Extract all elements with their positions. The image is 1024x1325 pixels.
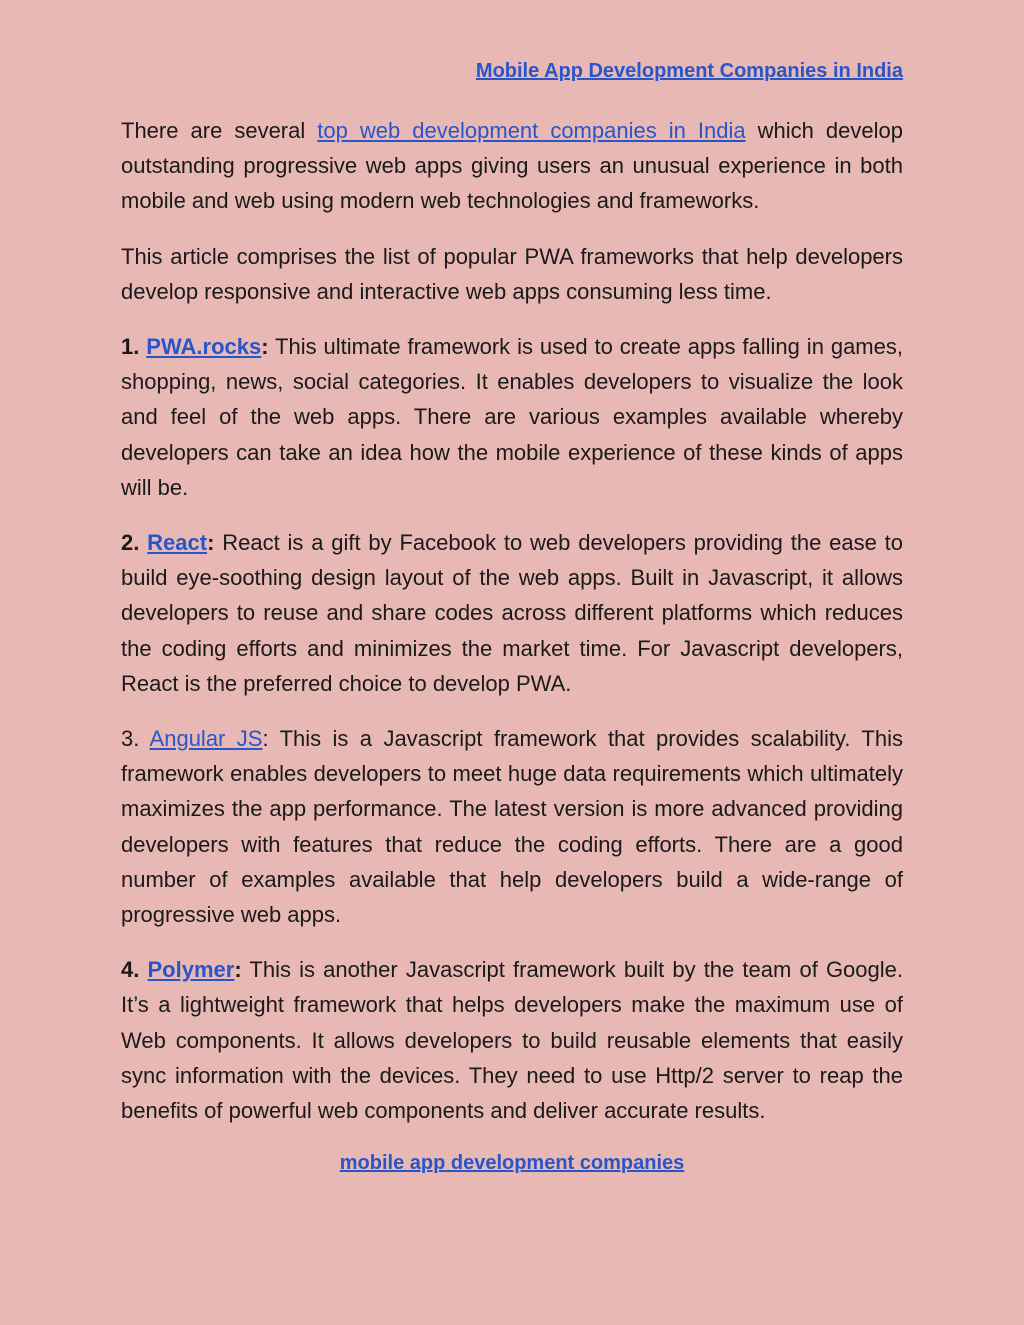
- footer-link[interactable]: mobile app development companies: [339, 1152, 685, 1175]
- item-number: 4.: [121, 957, 140, 983]
- react-link[interactable]: React: [147, 530, 208, 556]
- polymer-link[interactable]: Polymer: [147, 957, 235, 983]
- item-colon: :: [262, 726, 269, 752]
- article-summary-paragraph: This article comprises the list of popular PWA frameworks that help developers develop responsive and interactive web apps consuming less time.: [121, 243, 903, 304]
- item-colon: :: [261, 334, 269, 360]
- intro-paragraph: [121, 113, 903, 219]
- item-text: This is another Javascript framework built by the team of Google. It’s a lightweight framework that helps developers make the maximum use of Web components. It allows developers to build reusable elements that easily sync information with the devices. They need to use Http/2 server to reap the benefits of powerful web components and deliver accurate results.: [121, 957, 903, 1124]
- item-number: 1.: [121, 334, 140, 360]
- list-item-react: [121, 525, 903, 701]
- item-colon: :: [207, 530, 215, 556]
- item-colon: :: [234, 957, 242, 983]
- header: [121, 60, 903, 83]
- list-item-polymer: [121, 952, 903, 1128]
- footer: [121, 1152, 903, 1175]
- item-text: This is a Javascript framework that provides scalability. This framework enables developers to meet huge data requirements which ultimately maximizes the app performance. The latest version is more advanced providing developers with features that reduce the coding efforts. There are a good number of examples available that help developers build a wide-range of progressive web apps.: [121, 726, 903, 928]
- intro-text-after: which develop outstanding progressive web apps giving users an unusual experience in both mobile and web using modern web technologies and frameworks.: [121, 118, 903, 214]
- list-item-angular-js: [121, 721, 903, 932]
- item-text: React is a gift by Facebook to web developers providing the ease to build eye-soothing design layout of the web apps. Built in Javascript, it allows developers to reuse and share codes across different platforms which reduces the coding efforts and minimizes the market time. For Javascript developers, React is the preferred choice to develop PWA.: [121, 530, 903, 696]
- intro-link[interactable]: top web development companies in India: [317, 118, 746, 143]
- intro-text-before: There are several: [121, 118, 318, 143]
- angular-js-link[interactable]: Angular JS: [149, 726, 263, 752]
- item-number: 2.: [121, 530, 140, 556]
- item-text: This ultimate framework is used to create apps falling in games, shopping, news, social categories. It enables developers to visualize the look and feel of the web apps. There are various examples available whereby developers can take an idea how the mobile experience of these kinds of apps will be.: [121, 334, 903, 500]
- pwa-rocks-link[interactable]: PWA.rocks: [146, 334, 262, 360]
- item-number: 3.: [121, 726, 140, 752]
- header-link[interactable]: Mobile App Development Companies in India: [475, 60, 903, 82]
- list-item-pwa-rocks: [121, 329, 903, 505]
